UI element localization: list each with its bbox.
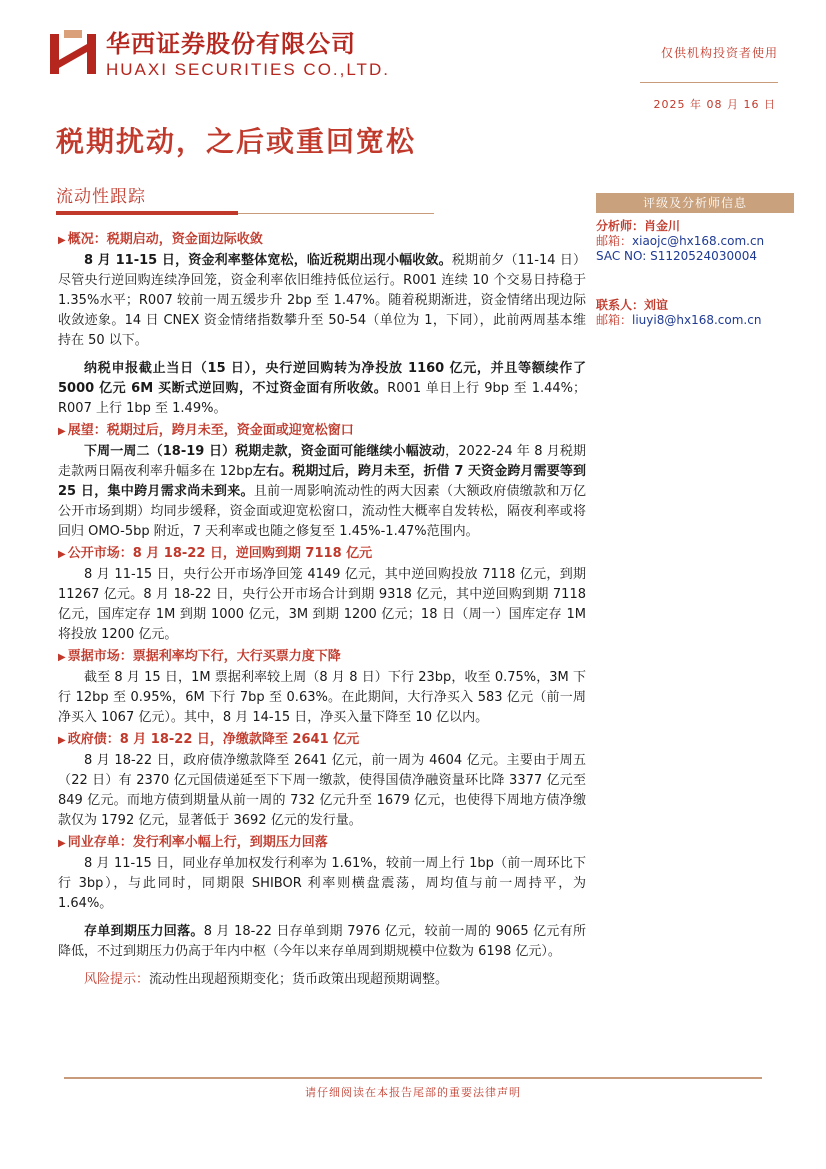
section-heading-ncd: ▶ 同业存单：发行利率小幅上行，到期压力回落 (58, 835, 328, 850)
contact-email-link[interactable]: liuyi8@hx168.com.cn (632, 313, 762, 327)
report-title: 税期扰动，之后或重回宽松 (56, 125, 417, 158)
sac-label: SAC NO: (596, 249, 647, 263)
paragraph: 8 月 11-15 日，同业存单加权发行利率为 1.61%，较前一周上行 1bp（前一周环比下行 3bp），与此同时，同期限 SHIBOR 利率则横盘震荡，周均值与前一周持平，为 1.64%。 (58, 856, 586, 911)
triangle-bullet-icon: ▶ (58, 426, 66, 437)
analyst-line (596, 219, 794, 234)
footer-divider (64, 1077, 762, 1079)
paragraph: 存单到期压力回落。8 月 18-22 日存单到期 7976 亿元，较前一周的 9065 亿元有所降低，不过到期压力仍高于年内中枢（今年以来存单周到期规模中位数为 6198 亿元）。 (58, 924, 586, 959)
section-heading-bill-market: ▶ 票据市场：票据利率均下行，大行买票力度下降 (58, 649, 341, 664)
company-name-en: HUAXI SECURITIES CO.,LTD. (106, 60, 390, 79)
paragraph: 8 月 18-22 日，政府债净缴款降至 2641 亿元，前一周为 4604 亿元。主要由于周五（22 日）有 2370 亿元国债递延至下下周一缴款，使得国债净融资量环比降 3377 亿元至 849 亿元。而地方债到期量从前一周的 732 亿元升至 1679 亿元，也使得下周地方债净缴款仅为 1792 亿元，显著低于 3692 亿元的发行量。 (58, 753, 586, 828)
sac-number: S1120524030004 (650, 249, 757, 263)
section-heading-open-market: ▶ 公开市场：8 月 18-22 日，逆回购到期 7118 亿元 (58, 546, 373, 561)
triangle-bullet-icon: ▶ (58, 652, 66, 663)
analyst-label: 分析师： (596, 219, 645, 233)
section-heading-overview: ▶ 概况：税期启动，资金面边际收敛 (58, 232, 263, 247)
contact-name: 刘谊 (644, 298, 669, 312)
contact-email-label: 邮箱： (596, 313, 633, 327)
header-divider (640, 82, 778, 83)
company-name (106, 30, 390, 80)
report-date: 2025 年 08 月 16 日 (653, 98, 776, 111)
analyst-name: 肖金川 (644, 219, 681, 233)
paragraph: 下周一周二（18-19 日）税期走款，资金面可能继续小幅波动，2022-24 年 8 月税期走款两日隔夜利率升幅多在 12bp左右。税期过后，跨月未至，折借 7 天资金跨月需要等到 25 日，集中跨月需求尚未到来。且前一周影响流动性的两大因素（大额政府债缴款和万亿公开市场到期）均同步缓释，资金面或迎宽松窗口，流动性大概率自发转松，隔夜利率或将回归 OMO-5bp 附近，7 天利率或也随之修复至 1.45%-1.47%范围内。 (58, 444, 586, 539)
paragraph: 8 月 11-15 日，央行公开市场净回笼 4149 亿元，其中逆回购投放 7118 亿元，到期 11267 亿元。8 月 18-22 日，央行公开市场合计到期 9318 亿元，其中逆回购到期 7118 亿元，国库定存 1M 到期 1000 亿元，3M 到期 1200 亿元；18 日（周一）国库定存 1M 将投放 1200 亿元。 (58, 567, 586, 642)
analyst-email-label: 邮箱： (596, 234, 633, 248)
paragraph: 8 月 11-15 日，资金利率整体宽松，临近税期出现小幅收敛。税期前夕（11-14 日）尽管央行逆回购连续净回笼，资金利率依旧维持低位运行。R001 连续 10 个交易日持稳于 1.35%水平；R007 较前一周五缓步升 2bp 至 1.47%。随着税期渐进，资金情绪出现边际收敛迹象。14 日 CNEX 资金情绪指数攀升至 50-54（单位为 1，下同），此前两周基本维持在 50 以下。 (58, 253, 586, 348)
huaxi-logo-icon (50, 30, 96, 76)
subtitle-underline-gold (238, 213, 434, 214)
analyst-email-link[interactable]: xiaojc@hx168.com.cn (632, 234, 765, 248)
footer-disclaimer: 请仔细阅读在本报告尾部的重要法律声明 (305, 1086, 521, 1099)
company-name-cn: 华西证券股份有限公司 (106, 30, 356, 58)
risk-warning-label: 风险提示： (84, 972, 150, 987)
report-subtitle: 流动性跟踪 (56, 187, 146, 207)
triangle-bullet-icon: ▶ (58, 735, 66, 746)
section-heading-government-bonds: ▶ 政府债：8 月 18-22 日，净缴款降至 2641 亿元 (58, 732, 360, 747)
report-body (58, 228, 586, 990)
contact-line (596, 298, 794, 313)
analyst-email-line (596, 234, 794, 249)
triangle-bullet-icon: ▶ (58, 838, 66, 849)
triangle-bullet-icon: ▶ (58, 235, 66, 246)
section-heading-outlook: ▶ 展望：税期过后，跨月未至，资金面或迎宽松窗口 (58, 423, 354, 438)
analyst-info-heading: 评级及分析师信息 (596, 193, 794, 213)
contact-label: 联系人： (596, 298, 645, 312)
risk-warning-text: 流动性出现超预期变化；货币政策出现超预期调整。 (149, 972, 449, 987)
sac-line (596, 249, 794, 264)
paragraph: 纳税申报截止当日（15 日），央行逆回购转为净投放 1160 亿元，并且等额续作了 5000 亿元 6M 买断式逆回购，不过资金面有所收敛。R001 单日上行 9bp 至 1.44%；R007 上行 1bp 至 1.49%。 (58, 361, 586, 416)
institutional-only-note: 仅供机构投资者使用 (660, 46, 778, 60)
contact-email-line (596, 313, 794, 328)
risk-warning (58, 970, 586, 990)
subtitle-underline-red (56, 211, 238, 215)
paragraph: 截至 8 月 15 日，1M 票据利率较上周（8 月 8 日）下行 23bp，收至 0.75%，3M 下行 12bp 至 0.95%，6M 下行 7bp 至 0.63%。在此期间，大行净买入 583 亿元（前一周净买入 1067 亿元）。其中，8 月 14-15 日，净买入量下降至 10 亿以内。 (58, 670, 586, 725)
analyst-info-panel (596, 193, 794, 328)
triangle-bullet-icon: ▶ (58, 549, 66, 560)
